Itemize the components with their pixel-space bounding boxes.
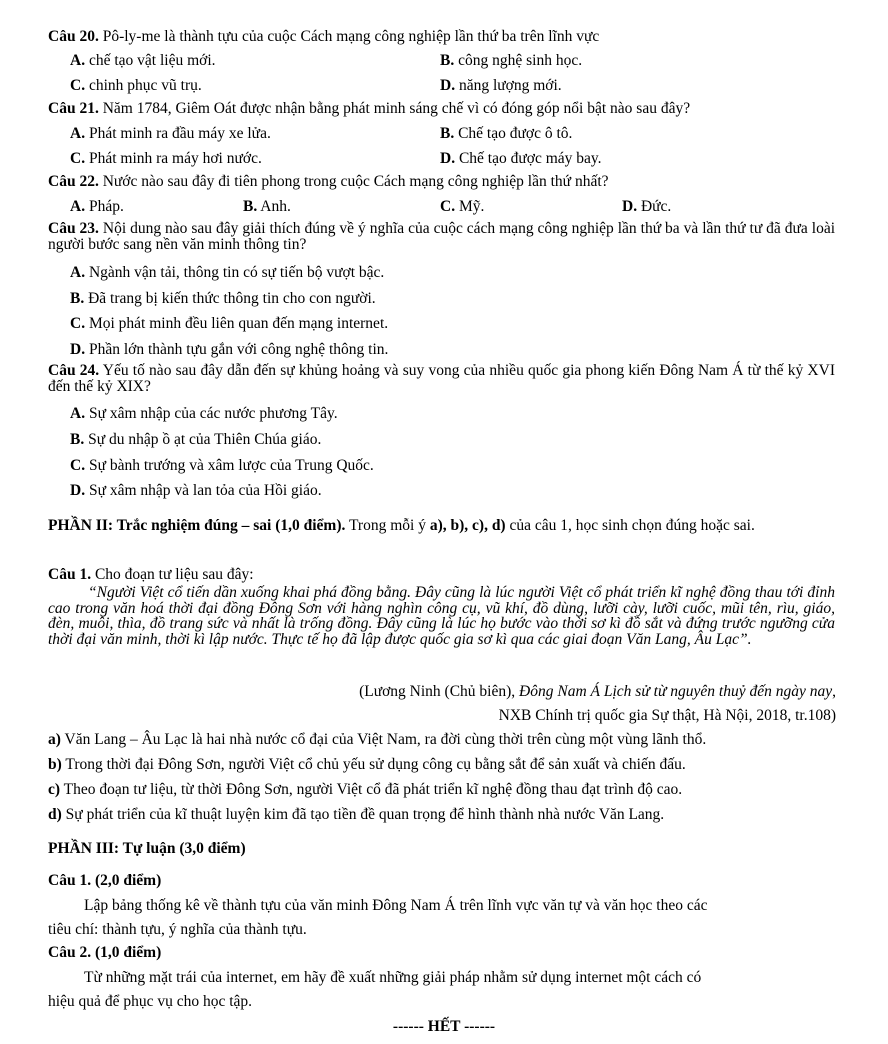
question-23	[48, 221, 835, 253]
option-key: C.	[440, 198, 456, 215]
statement-key: d)	[48, 806, 62, 823]
option-key: D.	[440, 150, 456, 167]
statement-text: Theo đoạn tư liệu, từ thời Đông Sơn, người Việt cổ đã phát triển kĩ nghệ đồng thau đạt trình độ cao.	[63, 781, 683, 798]
statement-text: Văn Lang – Âu Lạc là hai nhà nước cổ đại của Việt Nam, ra đời cùng thời trên cùng một vùng lãnh thổ.	[64, 731, 707, 748]
question-text: Nước nào sau đây đi tiên phong trong cuộc Cách mạng công nghiệp lần thứ nhất?	[102, 173, 609, 190]
option-text: Đã trang bị kiến thức thông tin cho con người.	[88, 290, 376, 307]
option-c	[70, 315, 388, 333]
option-key: C.	[70, 315, 86, 332]
option-a	[70, 198, 124, 216]
option-key: D.	[70, 341, 86, 358]
option-text: Mỹ.	[458, 198, 485, 215]
option-key: B.	[70, 290, 85, 307]
part2-question-1	[48, 566, 254, 584]
option-text: năng lượng mới.	[458, 77, 562, 94]
option-d	[70, 482, 322, 500]
part2-title: PHẦN II: Trắc nghiệm đúng – sai (1,0 điểm).	[48, 517, 346, 534]
option-text: chế tạo vật liệu mới.	[88, 52, 216, 69]
question-21	[48, 100, 690, 118]
part3-question-1-line1: Lập bảng thống kê về thành tựu của văn minh Đông Nam Á trên lĩnh vực văn tự và văn học theo các	[84, 897, 708, 914]
option-key: D.	[440, 77, 456, 94]
option-key: A.	[70, 264, 86, 281]
option-a	[70, 264, 384, 282]
option-b	[70, 431, 321, 449]
option-b	[243, 198, 291, 216]
option-d	[440, 77, 562, 95]
part2-instruction-2: của câu 1, học sinh chọn đúng hoặc sai.	[509, 517, 755, 534]
option-b	[440, 52, 582, 70]
option-text: Mọi phát minh đều liên quan đến mạng internet.	[88, 315, 389, 332]
option-a	[70, 125, 271, 143]
option-a	[70, 52, 216, 70]
question-24	[48, 363, 835, 395]
option-d	[440, 150, 602, 168]
option-b	[440, 125, 572, 143]
option-key: C.	[70, 457, 86, 474]
option-text: Phần lớn thành tựu gắn với công nghệ thông tin.	[88, 341, 389, 358]
statement-text: Trong thời đại Đông Sơn, người Việt cổ chủ yếu sử dụng công cụ bằng sắt để sản xuất và chiến đấu.	[65, 756, 686, 773]
part3-question-2-line1: Từ những mặt trái của internet, em hãy đề xuất những giải pháp nhằm sử dụng internet một cách có	[84, 969, 702, 986]
option-text: Phát minh ra đầu máy xe lửa.	[88, 125, 271, 142]
option-key: B.	[243, 198, 258, 215]
question-text: Cho đoạn tư liệu sau đây:	[94, 566, 254, 583]
option-text: Sự du nhập ồ ạt của Thiên Chúa giáo.	[88, 431, 322, 448]
option-text: chinh phục vũ trụ.	[88, 77, 202, 94]
part3-question-1-line2: tiêu chí: thành tựu, ý nghĩa của thành tựu.	[48, 921, 307, 938]
part3-question-2-label: Câu 2. (1,0 điểm)	[48, 944, 162, 961]
statement-b	[48, 756, 686, 774]
option-text: Chế tạo được máy bay.	[458, 150, 602, 167]
option-key: A.	[70, 125, 86, 142]
option-key: C.	[70, 150, 86, 167]
statement-c	[48, 781, 682, 799]
option-text: Chế tạo được ô tô.	[458, 125, 573, 142]
option-key: A.	[70, 405, 86, 422]
part2-item-keys: a), b), c), d)	[429, 517, 506, 534]
option-c	[70, 77, 202, 95]
option-text: công nghệ sinh học.	[458, 52, 583, 69]
question-text: Pô-ly-me là thành tựu của cuộc Cách mạng công nghiệp lần thứ ba trên lĩnh vực	[102, 28, 600, 45]
option-key: B.	[70, 431, 85, 448]
option-a	[70, 405, 338, 423]
option-key: B.	[440, 125, 455, 142]
option-c	[70, 150, 262, 168]
question-label: Câu 21.	[48, 100, 99, 117]
part3-question-2-line2: hiệu quả để phục vụ cho học tập.	[48, 993, 253, 1010]
option-key: B.	[440, 52, 455, 69]
statement-key: b)	[48, 756, 62, 773]
part3-question-1-label: Câu 1. (2,0 điểm)	[48, 872, 162, 889]
question-label: Câu 1.	[48, 566, 92, 583]
option-text: Sự xâm nhập của các nước phương Tây.	[88, 405, 338, 422]
question-label: Câu 22.	[48, 173, 99, 190]
option-c	[70, 457, 374, 475]
option-key: A.	[70, 52, 86, 69]
citation-comma: ,	[832, 683, 836, 700]
option-c	[440, 198, 484, 216]
question-text: Yếu tố nào sau đây dẫn đến sự khủng hoảng và suy vong của nhiều quốc gia phong kiến Đông Nam Á từ thế kỷ XVI đến thế kỷ XIX?	[48, 362, 835, 395]
statement-text: Sự phát triển của kĩ thuật luyện kim đã tạo tiền đề quan trọng để hình thành nhà nước Văn Lang.	[65, 806, 665, 823]
option-key: A.	[70, 198, 86, 215]
source-quote: “Người Việt cổ tiến dần xuống khai phá đồng bằng. Đây cũng là lúc người Việt cổ phát triển kĩ nghệ đồng thau tới đỉnh cao trong văn hoá thời đại đồng Đông Sơn với hàng nghìn công cụ, vũ khí, đồ dùng, lưỡi cày, lưỡi cuốc, mũi tên, rìu, giáo, đèn, muôi, thìa, đồ trang sức và nhất là trống đồng. Đây cũng là lúc họ bước vào thời sơ kì đồ sắt và đứng trước ngưỡng cửa thời đại văn minh, thời kì lập nước. Thực tế họ đã lập được quốc gia sơ kì qua các giai đoạn Văn Lang, Âu Lạc”.	[48, 584, 835, 648]
part3-heading: PHẦN III: Tự luận (3,0 điểm)	[48, 840, 246, 857]
statement-a	[48, 731, 706, 749]
statement-key: a)	[48, 731, 61, 748]
option-text: Phát minh ra máy hơi nước.	[88, 150, 262, 167]
option-d	[622, 198, 671, 216]
citation-author: (Lương Ninh (Chủ biên),	[359, 683, 516, 700]
citation-publisher: NXB Chính trị quốc gia Sự thật, Hà Nội, 2018, tr.108)	[498, 707, 836, 724]
option-b	[70, 290, 376, 308]
part2-instruction-1: Trong mỗi ý	[349, 517, 426, 534]
question-text: Nội dung nào sau đây giải thích đúng về ý nghĩa của cuộc cách mạng công nghiệp lần thứ ba và lần thứ tư đã đưa loài người bước sang nền văn minh thông tin?	[48, 220, 836, 253]
option-key: D.	[70, 482, 86, 499]
option-text: Đức.	[640, 198, 672, 215]
option-text: Sự xâm nhập và lan tỏa của Hồi giáo.	[88, 482, 322, 499]
source-citation	[359, 683, 836, 701]
question-label: Câu 20.	[48, 28, 99, 45]
question-20	[48, 28, 599, 46]
citation-title: Đông Nam Á Lịch sử từ nguyên thuỷ đến ngày nay	[519, 683, 833, 700]
question-text: Năm 1784, Giêm Oát được nhận bằng phát minh sáng chế vì có đóng góp nổi bật nào sau đây?	[102, 100, 691, 117]
part2-heading	[48, 513, 835, 538]
question-label: Câu 23.	[48, 220, 99, 237]
option-key: D.	[622, 198, 638, 215]
option-text: Anh.	[260, 198, 291, 215]
statement-key: c)	[48, 781, 61, 798]
option-key: C.	[70, 77, 86, 94]
question-label: Câu 24.	[48, 362, 100, 379]
option-text: Sự bành trướng và xâm lược của Trung Quốc.	[88, 457, 374, 474]
statement-d	[48, 806, 664, 824]
end-marker: ------ HẾT ------	[392, 1018, 496, 1035]
option-text: Pháp.	[88, 198, 124, 215]
option-text: Ngành vận tải, thông tin có sự tiến bộ vượt bậc.	[88, 264, 385, 281]
question-22	[48, 173, 609, 191]
option-d	[70, 341, 388, 359]
